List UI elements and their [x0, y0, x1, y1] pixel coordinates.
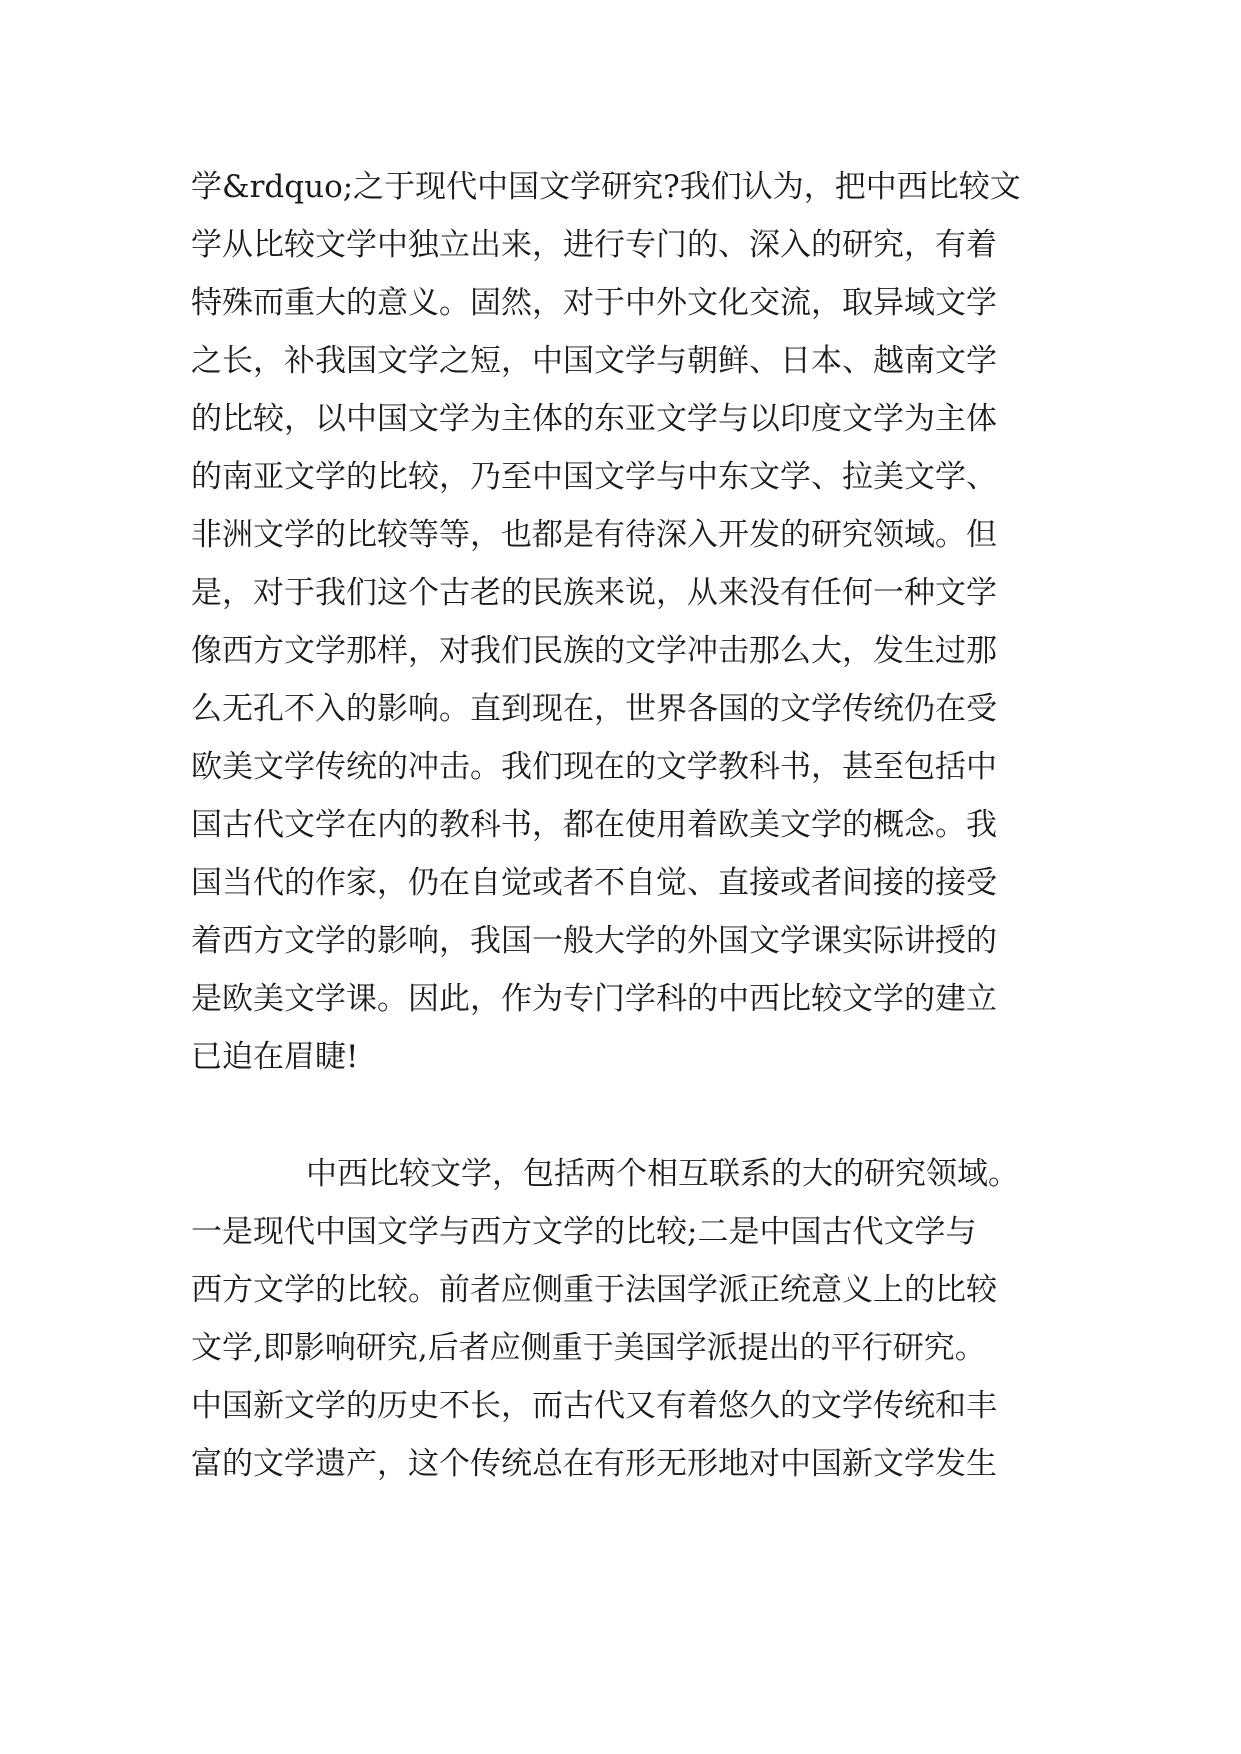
text-line: 学从比较文学中独立出来，进行专门的、深入的研究，有着: [191, 227, 997, 263]
text-line: 中西比较文学，包括两个相互联系的大的研究领域。: [306, 1156, 1019, 1192]
text-line: 国当代的作家，仍在自觉或者不自觉、直接或者间接的接受: [191, 865, 997, 901]
text-line: 是，对于我们这个古老的民族来说，从来没有任何一种文学: [191, 575, 997, 611]
text-line: 文学,即影响研究,后者应侧重于美国学派提出的平行研究。: [191, 1330, 986, 1366]
text-line: 富的文学遗产，这个传统总在有形无形地对中国新文学发生: [191, 1446, 997, 1482]
text-line: 已迫在眉睫!: [191, 1039, 359, 1075]
text-line: 一是现代中国文学与西方文学的比较;二是中国古代文学与: [191, 1214, 977, 1250]
text-line: 特殊而重大的意义。固然，对于中外文化交流，取异域文学: [191, 285, 997, 321]
text-line: 学&rdquo;之于现代中国文学研究?我们认为，把中西比较文: [191, 169, 1021, 205]
text-line: 中国新文学的历史不长，而古代又有着悠久的文学传统和丰: [191, 1388, 997, 1424]
text-line: 国古代文学在内的教科书，都在使用着欧美文学的概念。我: [191, 807, 997, 843]
text-line: 是欧美文学课。因此，作为专门学科的中西比较文学的建立: [191, 981, 997, 1017]
text-line: 着西方文学的影响，我国一般大学的外国文学课实际讲授的: [191, 923, 997, 959]
text-line: 么无孔不入的影响。直到现在，世界各国的文学传统仍在受: [191, 691, 997, 727]
text-line: 之长，补我国文学之短，中国文学与朝鲜、日本、越南文学: [191, 343, 997, 379]
text-line: 欧美文学传统的冲击。我们现在的文学教科书，甚至包括中: [191, 749, 997, 785]
paragraph: [191, 1145, 1071, 1493]
text-line: 像西方文学那样，对我们民族的文学冲击那么大，发生过那: [191, 633, 997, 669]
text-line: 西方文学的比较。前者应侧重于法国学派正统意义上的比较: [191, 1272, 997, 1308]
text-line: 的南亚文学的比较，乃至中国文学与中东文学、拉美文学、: [191, 459, 997, 495]
paragraph: [191, 158, 1071, 1086]
text-line: 的比较，以中国文学为主体的东亚文学与以印度文学为主体: [191, 401, 997, 437]
text-line: 非洲文学的比较等等，也都是有待深入开发的研究领域。但: [191, 517, 997, 553]
